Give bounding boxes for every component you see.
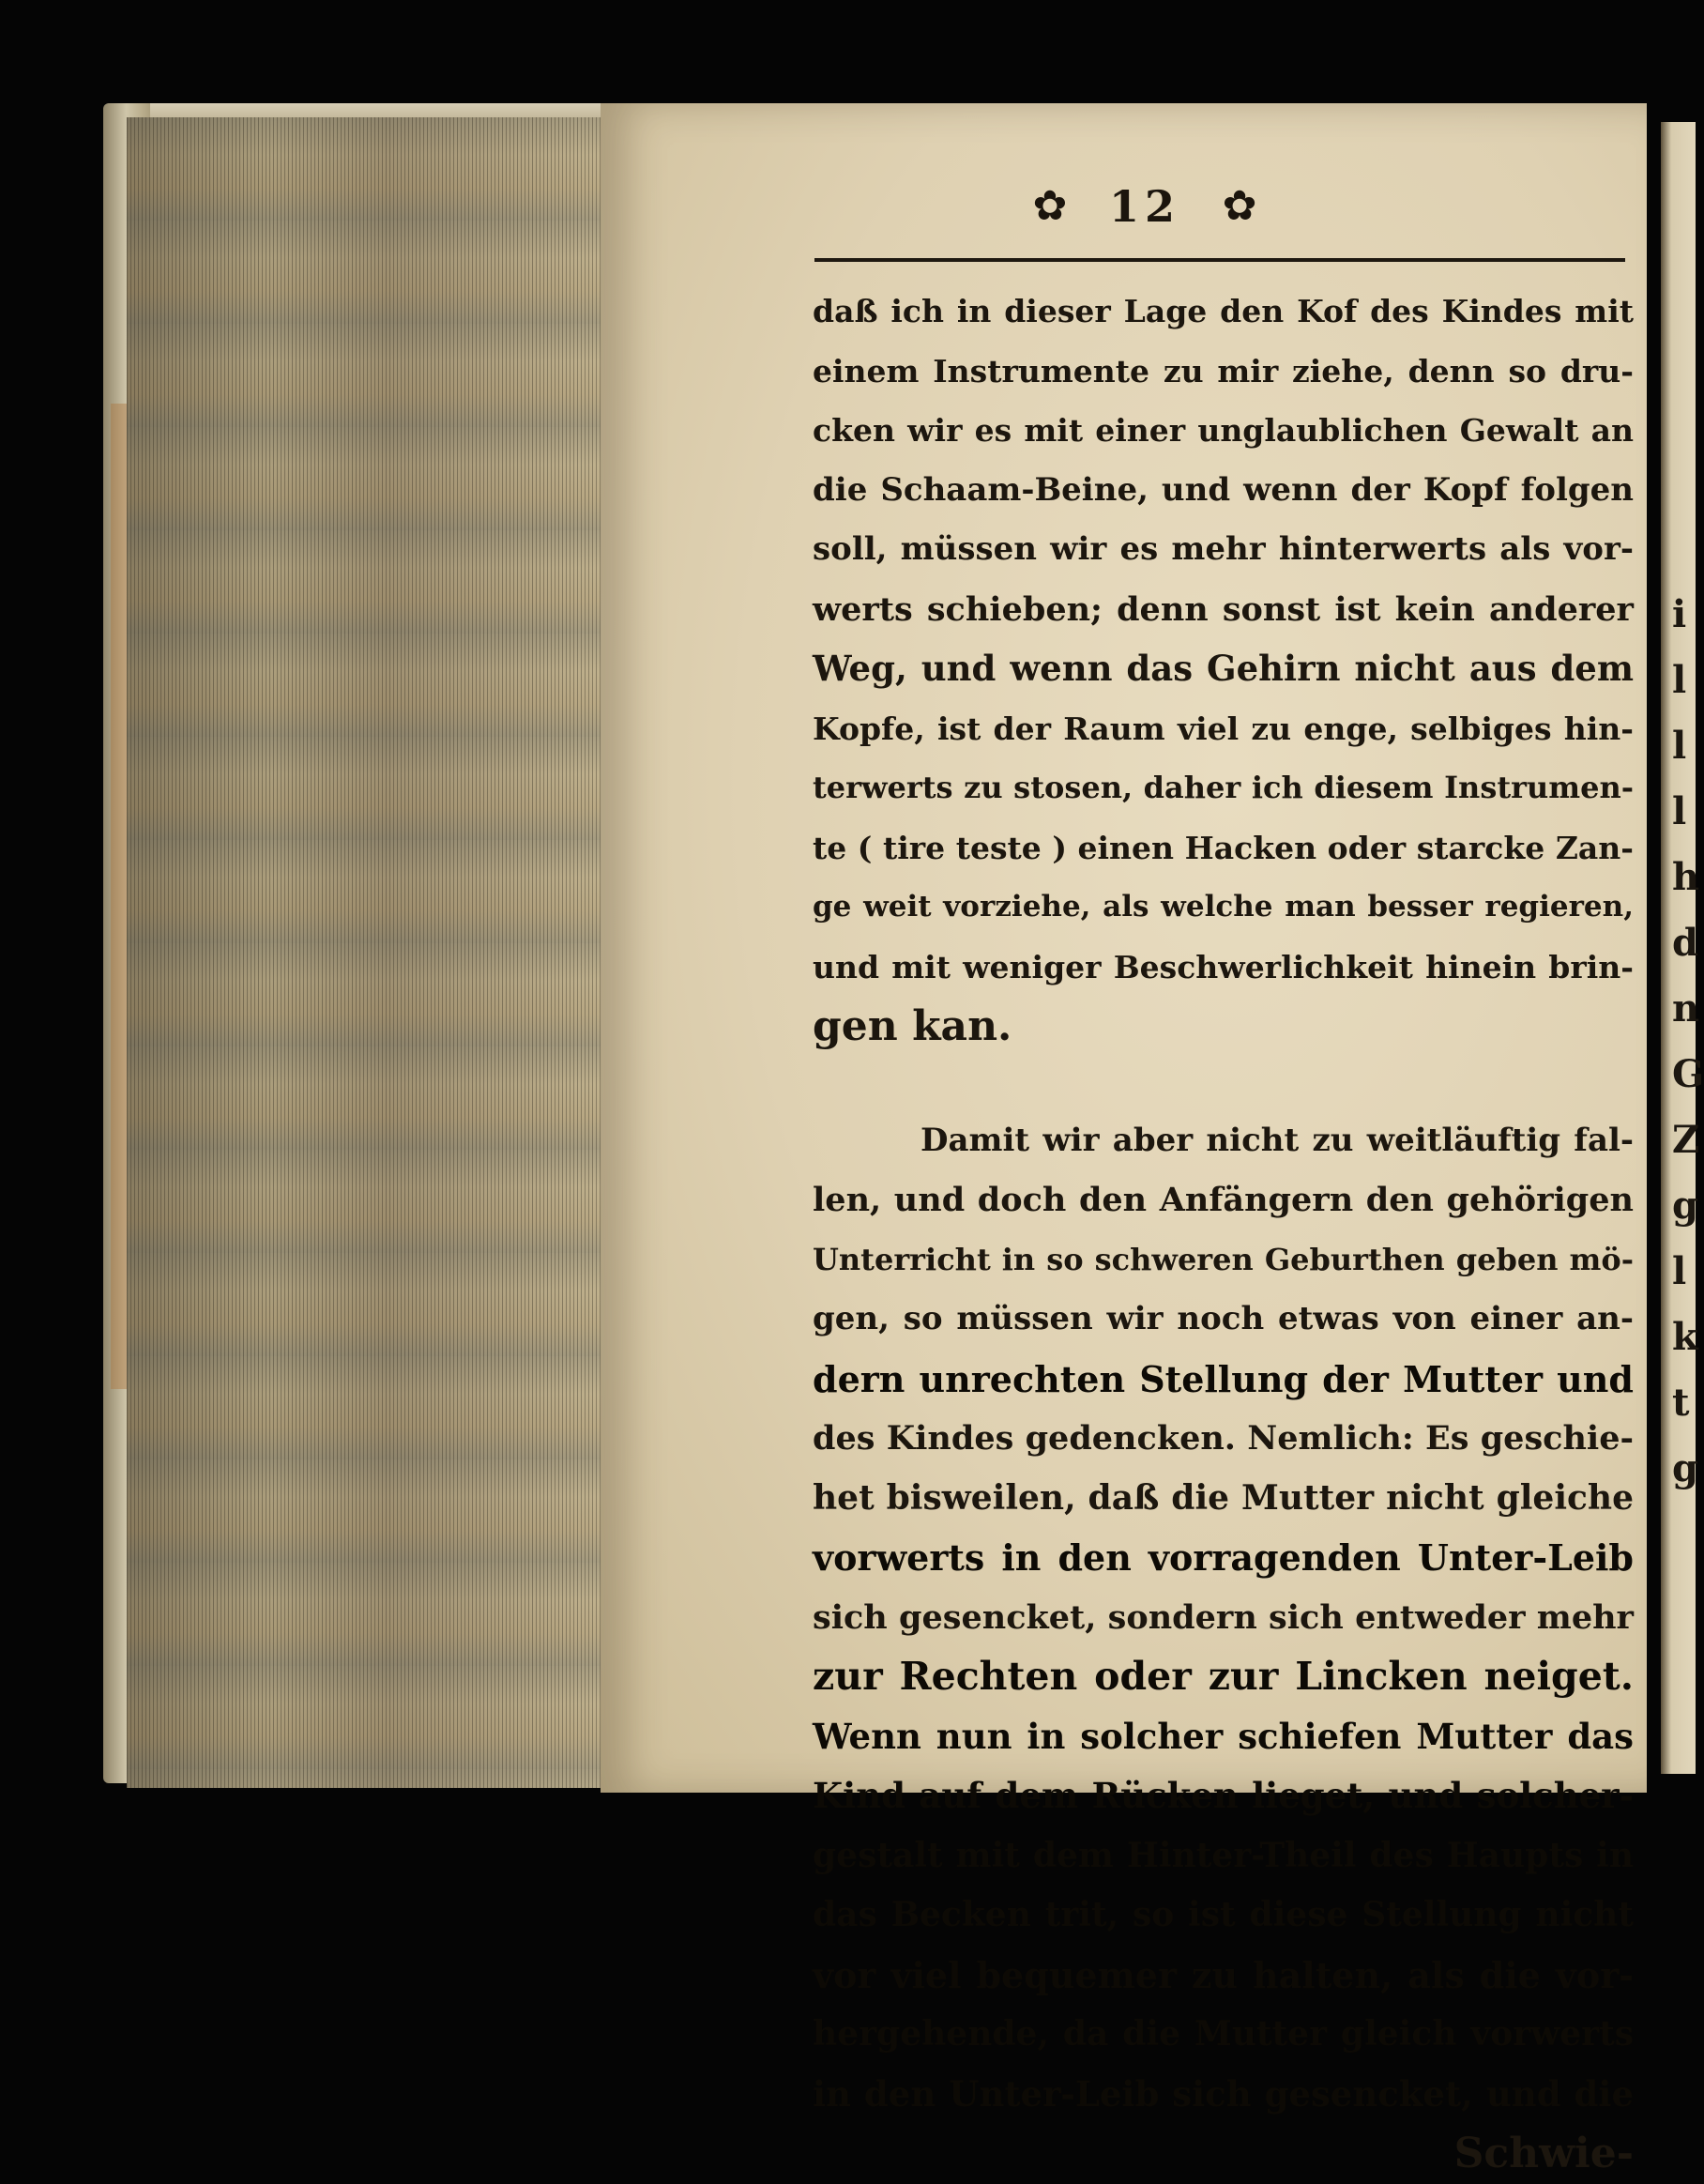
text-line: Wenn nun in solcher schiefen Mutter das <box>813 1715 1634 1757</box>
text-line: len, und doch den Anfängern den gehörigen <box>813 1181 1634 1219</box>
facing-letter: g <box>1672 1446 1698 1490</box>
text-line: Weg, und wenn das Gehirn nicht aus dem <box>813 648 1634 689</box>
facing-letter: d <box>1672 921 1698 965</box>
facing-letter: n <box>1672 986 1700 1031</box>
text-line: daß ich in dieser Lage den Kof des Kindes mit <box>813 293 1634 329</box>
facing-letter: Z <box>1672 1118 1700 1162</box>
text-line: in den Unter-Leib sich gesencket, und die <box>813 2072 1634 2115</box>
text-line: cken wir es mit einer unglaublichen Gewalt an <box>813 412 1634 449</box>
text-line: gen, so müssen wir noch etwas von einer an- <box>813 1300 1634 1337</box>
text-line: hergehende, da die Mutter gleich vorwerts <box>813 2014 1634 2054</box>
text-line: die Schaam-Beine, und wenn der Kopf folgen <box>813 470 1634 509</box>
facing-letter: h <box>1672 855 1700 899</box>
text-line: des Kindes gedencken. Nemlich: Es geschie- <box>813 1419 1634 1458</box>
page-header <box>807 174 1483 239</box>
page-body <box>813 282 1634 2184</box>
text-line: ge weit vorziehe, als welche man besser regieren, <box>813 890 1634 924</box>
text-line: zur Rechten oder zur Lincken neiget. <box>813 1654 1634 1699</box>
text-line: einem Instrumente zu mir ziehe, denn so dru- <box>813 352 1634 389</box>
text-line: te ( tire teste ) einen Hacken oder starcke Zan- <box>813 829 1634 866</box>
paragraph-2 <box>813 1111 1634 2125</box>
facing-letter: l <box>1672 789 1687 833</box>
text-line: und mit weniger Beschwerlichkeit hinein brin- <box>813 948 1634 985</box>
text-line: dern unrechten Stellung der Mutter und <box>813 1357 1634 1400</box>
rosette-ornament-icon: ✿ <box>1222 182 1257 230</box>
facing-letter: G <box>1672 1052 1704 1096</box>
text-line: Kind auf dem Rücken lieget, und solcher- <box>813 1775 1634 1816</box>
text-line: vor viel bequemer zu halten, als die vor- <box>813 1953 1634 1996</box>
text-line: terwerts zu stosen, daher ich diesem Instrumen- <box>813 770 1634 805</box>
facing-letter: l <box>1672 724 1687 768</box>
text-line: werts schieben; denn sonst ist kein anderer <box>813 589 1634 629</box>
paragraph-1 <box>813 282 1634 1057</box>
text-line: Damit wir aber nicht zu weitläuftig fal- <box>920 1121 1634 1159</box>
catchword: Schwie- <box>1453 2130 1634 2177</box>
page-block-edge <box>127 117 601 1788</box>
text-line: vorwerts in den vorragenden Unter-Leib <box>813 1536 1634 1579</box>
text-line: gen kan. <box>813 1002 1012 1050</box>
text-line: soll, müssen wir es mehr hinterwerts als vor- <box>813 530 1634 568</box>
facing-letter: k <box>1672 1315 1698 1359</box>
rosette-ornament-icon: ✿ <box>1032 182 1068 230</box>
facing-page-letters <box>1672 582 1704 1502</box>
text-line: das Becken trit, so ist diese Stellung nicht <box>813 1895 1634 1934</box>
text-line: gestalt mit dem Hinter-Theil des Haupts in <box>813 1835 1634 1875</box>
header-rule <box>814 258 1625 262</box>
text-line: sich gesencket, sondern sich entweder mehr <box>813 1597 1634 1637</box>
facing-letter: l <box>1672 1249 1687 1293</box>
page-number: 12 <box>1108 181 1180 232</box>
text-line: het bisweilen, daß die Mutter nicht gleiche <box>813 1477 1634 1518</box>
facing-letter: l <box>1672 658 1687 702</box>
text-line: Kopfe, ist der Raum viel zu enge, selbiges hin- <box>813 710 1634 747</box>
text-line: Unterricht in so schweren Geburthen geben mö- <box>813 1241 1634 1277</box>
facing-letter: t <box>1672 1381 1690 1425</box>
facing-letter: i <box>1672 592 1687 636</box>
paragraph-gap <box>813 1057 1634 1111</box>
facing-letter: g <box>1672 1184 1698 1228</box>
